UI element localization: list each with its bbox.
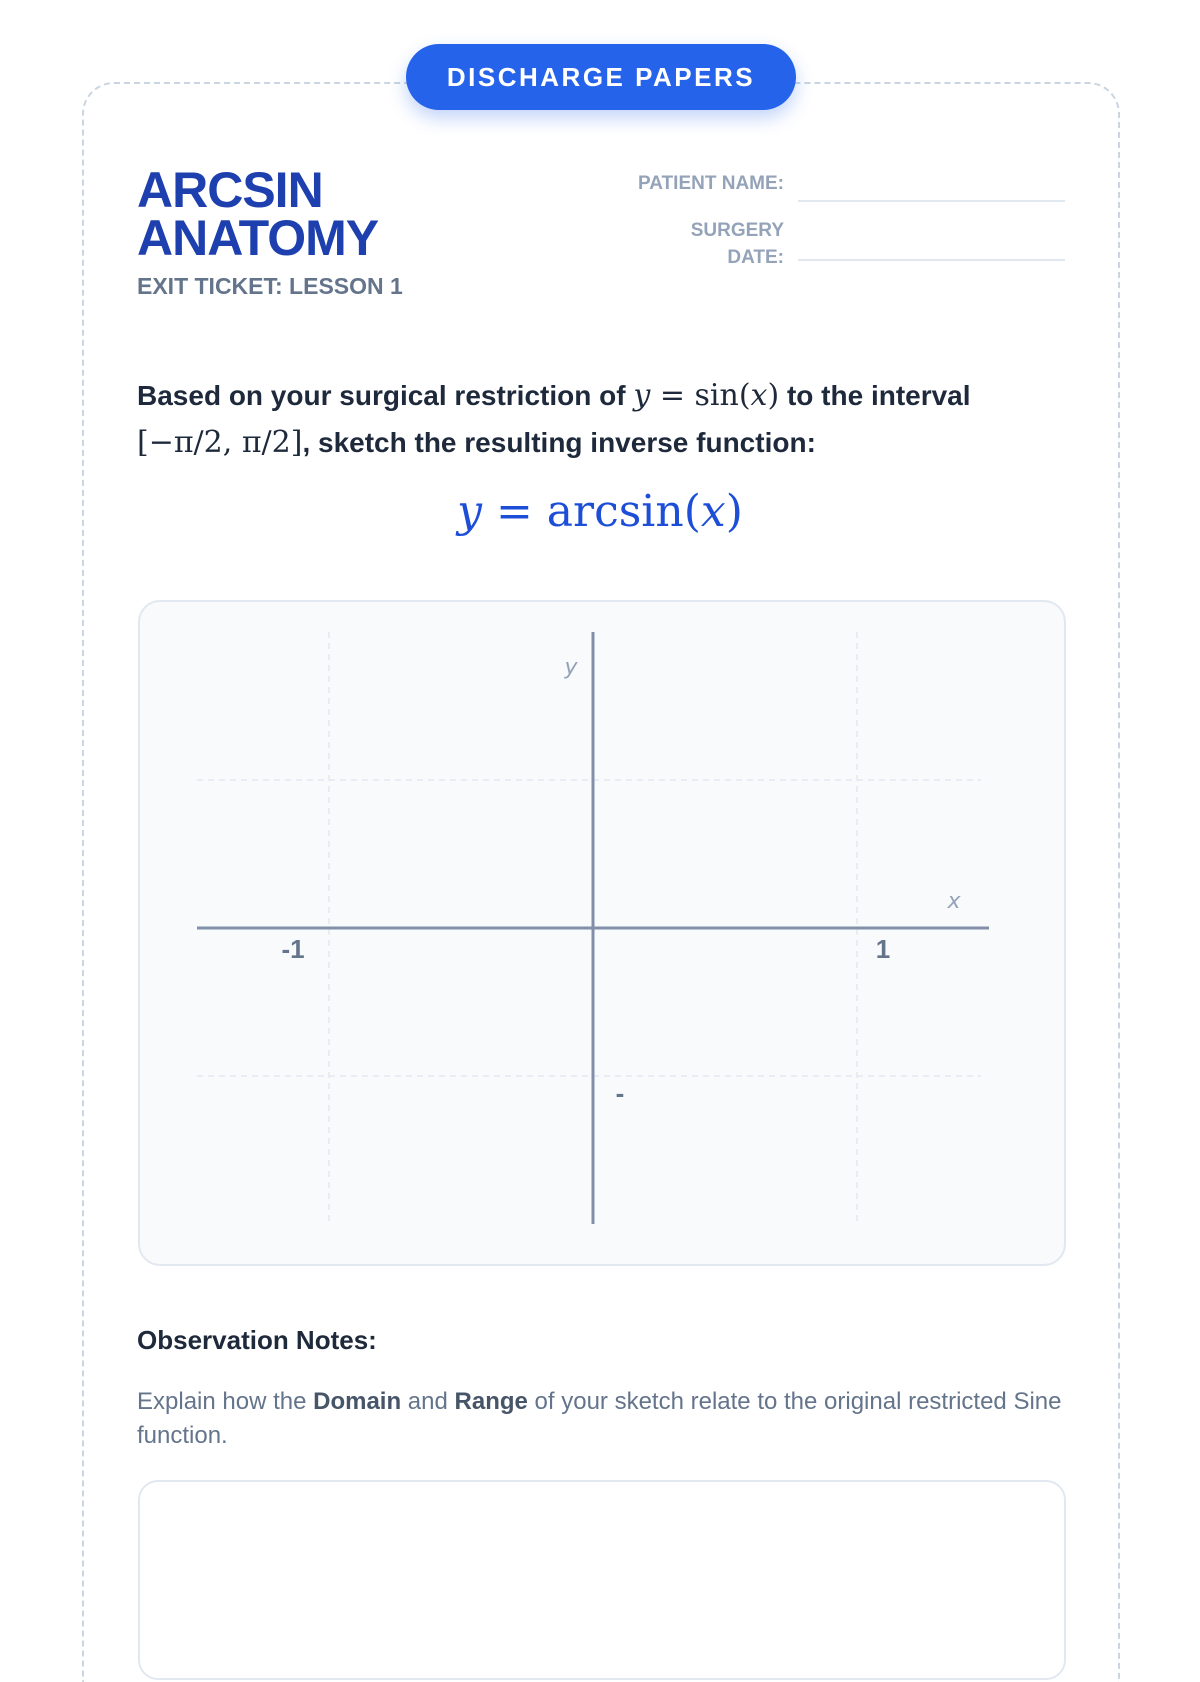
x-tick-label: 1 <box>875 934 891 964</box>
prompt-text-2: to the interval <box>779 380 971 411</box>
observation-notes-instructions <box>137 1385 1067 1453</box>
surgery-date-line[interactable] <box>798 259 1065 261</box>
notes-desc-1: Explain how the <box>137 1388 314 1415</box>
lesson-subtitle: EXIT TICKET: LESSON 1 <box>137 273 403 299</box>
interval-expression: [−π/2, π/2] <box>137 425 303 460</box>
observation-notes-title: Observation Notes: <box>137 1325 377 1355</box>
sine-y: y <box>633 378 651 413</box>
surgery-date-label-line2: DATE: <box>727 247 784 268</box>
observation-notes-input[interactable] <box>138 1480 1066 1680</box>
surgery-date-label-line1: SURGERY <box>690 220 784 241</box>
range-word: Range <box>454 1388 528 1415</box>
y-tick-label: - <box>615 1078 625 1108</box>
sketch-graph-area[interactable] <box>138 600 1066 1266</box>
x-tick-label: -1 <box>281 934 305 964</box>
patient-name-line[interactable] <box>798 200 1065 202</box>
question-prompt <box>137 372 1077 466</box>
sine-x: x <box>750 378 768 413</box>
formula-x: x <box>700 486 726 537</box>
notes-desc-2: and <box>401 1388 455 1415</box>
surgery-date-label <box>691 217 784 271</box>
domain-word: Domain <box>313 1388 402 1415</box>
title-line-2: ANATOMY <box>137 210 379 266</box>
sine-eq: = sin( <box>650 378 751 413</box>
notes-desc-3: of your sketch relate to the original restricted Sine function. <box>137 1388 1062 1449</box>
patient-name-label: PATIENT NAME: <box>637 173 784 194</box>
prompt-text-1: Based on your surgical restriction of <box>137 380 634 411</box>
formula-y: y <box>457 486 482 537</box>
x-axis-label: x <box>947 889 961 914</box>
y-axis-label: y <box>564 655 578 680</box>
coordinate-plane <box>140 602 1068 1268</box>
formula-eq: = arcsin( <box>481 486 701 537</box>
formula-close: ) <box>725 486 743 537</box>
sine-expression <box>633 378 779 413</box>
discharge-papers-badge: DISCHARGE PAPERS <box>406 44 796 110</box>
arcsin-formula <box>0 486 1200 537</box>
title-line-1: ARCSIN <box>137 162 323 218</box>
prompt-text-3: , sketch the resulting inverse function: <box>302 427 816 458</box>
worksheet-title <box>137 162 379 266</box>
sine-close: ) <box>767 378 780 413</box>
